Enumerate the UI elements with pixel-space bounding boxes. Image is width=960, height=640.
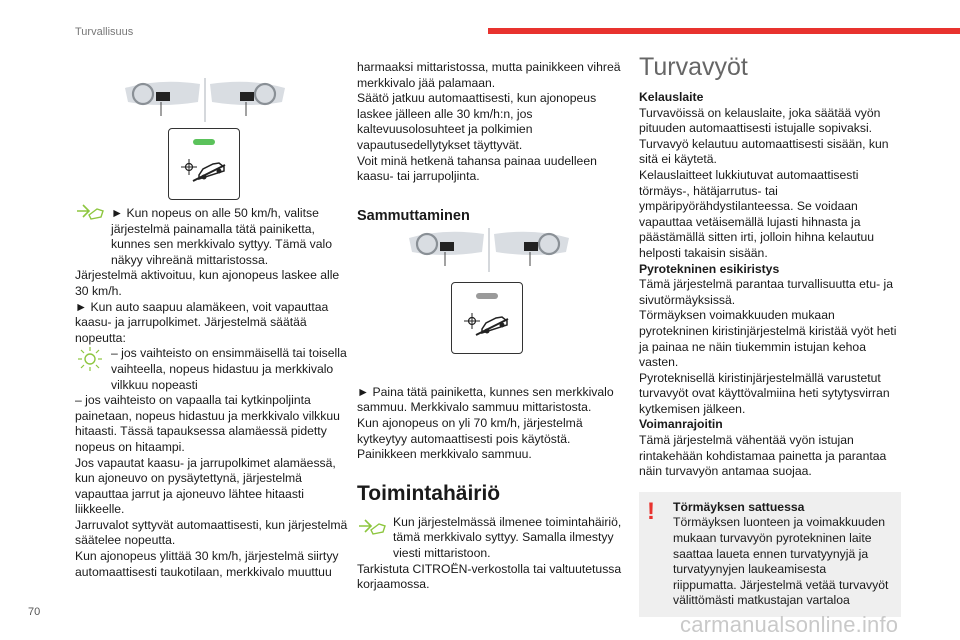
col1-text-4: – jos vaihteisto on ensimmäisellä tai toisella vaihteella, nopeus hidastuu ja merkkivalo vilkkuu nopeasti	[111, 346, 347, 392]
col2-text-4: ► Paina tätä painiketta, kunnes sen merkkivalo sammuu. Merkkivalo sammuu mittaristosta.	[357, 384, 614, 415]
header-accent-bar	[488, 28, 960, 34]
col2-text-3: Voit minä hetkenä tahansa painaa uudelleen kaasu- tai jarrupoljinta.	[357, 153, 597, 184]
warning-title: Törmäyksen sattuessa	[673, 499, 805, 514]
col1-text-3: ► Kun auto saapuu alamäkeen, voit vapauttaa kaasu- ja jarrupolkimet. Järjestelmä säätää nopeutta:	[75, 299, 329, 345]
dashboard-steering-wheel-illustration	[120, 72, 290, 126]
page-title: Turvavyöt	[639, 53, 748, 81]
header-section-title: Turvallisuus	[75, 26, 134, 38]
subheading-pyrotekninen: Pyrotekninen esikiristys	[639, 261, 780, 276]
col2-text-6: Kun järjestelmässä ilmenee toimintahäiriö, tämä merkkivalo syttyy. Samalla ilmestyy viesti mittaristoon.	[393, 514, 622, 560]
hill-descent-car-icon	[452, 283, 524, 355]
hill-descent-button	[168, 128, 240, 200]
warning-box	[639, 492, 901, 617]
col1-text-1: ► Kun nopeus on alle 50 km/h, valitse järjestelmä painamalla tätä painiketta, kunnes sen merkkivalo syttyy. Tämä valo näkyy vihreänä mittaristossa.	[111, 206, 333, 267]
column-1	[75, 200, 350, 580]
hill-descent-car-icon	[169, 129, 241, 201]
col2-text-2: Säätö jatkuu automaattisesti, kun ajonopeus laskee jälleen alle 30 km/h:n, jos kaltevuusolosuhteet ja polkimien vapautusedellytykset täyttyvät.	[357, 91, 597, 152]
col1-text-8: Kun ajonopeus ylittää 30 km/h, järjestelmä siirtyy automaattisesti taukotilaan, merkkivalo muuttuu	[75, 549, 339, 579]
col3-text-4: Törmäyksen voimakkuuden mukaan pyrotekninen kiristinjärjestelmä kiristää vyöt heti ja painaa ne näin tiukemmin istujan kehoa vasten.	[639, 308, 897, 370]
col1-text-5: – jos vaihteisto on vapaalla tai kytkinpoljinta painetaan, nopeus hidastuu ja merkkivalo vilkkuu hitaasti. Tässä tapauksessa alamäessä pidetty nopeus on hitaampi.	[75, 393, 340, 454]
sun-tip-icon	[75, 346, 105, 372]
col2-text-5: Kun ajonopeus on yli 70 km/h, järjestelmä kytkeytyy automaattisesti pois käytöstä. Painikkeen merkkivalo sammuu.	[357, 415, 583, 462]
hill-descent-button-2	[451, 282, 523, 354]
col3-text-5: Pyroteknisellä kiristinjärjestelmällä varustetut turvavyöt ovat käyttövalmiina heti sytytysvirran kytkemisen jälkeen.	[639, 370, 890, 416]
col1-text-7: Jarruvalot syttyvät automaattisesti, kun järjestelmä säätelee nopeutta.	[75, 517, 348, 548]
column-3	[639, 52, 901, 617]
subheading-kelauslaite: Kelauslaite	[639, 90, 704, 104]
warning-text: Törmäyksen luonteen ja voimakkuuden mukaan turvavyön pyrotekninen laite saattaa laueta ennen turvatyynyjä ja turvatyynyjen laukeamisesta riippumatta. Järjestelmä vetää turvavyöt välittömästi matkustajan vartaloa	[673, 515, 889, 608]
col2-text-7: Tarkistuta CITROËN-verkostolla tai valtuutetussa korjaamossa.	[357, 561, 622, 592]
section-heading-sammuttaminen: Sammuttaminen	[357, 207, 470, 224]
col3-text-2: Kelauslaitteet lukkiutuvat automaattisesti törmäys-, hätäjarrutus- tai ympäripyörähdystilanteessa. Se voidaan vapauttaa vetäisemällä lujasti hihnasta ja päästämällä sitten irti, jolloin hihna kelautuu helposti takaisin sisään.	[639, 167, 875, 260]
warning-icon: !	[647, 497, 655, 525]
hint-icon	[75, 201, 105, 223]
col3-text-3: Tämä järjestelmä parantaa turvallisuutta etu- ja sivutörmäyksissä.	[639, 277, 894, 307]
dashboard-steering-wheel-illustration-2	[404, 222, 574, 276]
col3-text-1: Turvavöissä on kelauslaite, joka säätää vyön pituuden automaattisesti istujalle sopivaksi. Turvavyö kelautuu automaattisesti sisään, kun sitä ei käytetä.	[639, 105, 889, 167]
subheading-voimanrajoitin: Voimanrajoitin	[639, 417, 723, 432]
watermark: carmanualsonline.info	[680, 612, 899, 637]
col2-text-1: harmaaksi mittaristossa, mutta painikkeen vihreä merkkivalo jää palamaan.	[357, 60, 621, 90]
col1-text-2: Järjestelmä aktivoituu, kun ajonopeus laskee alle 30 km/h.	[75, 268, 340, 298]
section-heading-toimintahairio: Toimintahäiriö	[357, 481, 501, 505]
hint-icon	[357, 516, 387, 538]
col1-text-6: Jos vapautat kaasu- ja jarrupolkimet alamäessä, kun ajoneuvo on pysäytettynä, järjestelmä vapauttaa jarrut ja ajoneuvo lähtee hitaasti liikkeelle.	[75, 455, 336, 517]
page-number: 70	[28, 606, 41, 618]
col3-text-6: Tämä järjestelmä vähentää vyön istujan rintakehään kohdistamaa painetta ja parantaa näin turvavyön antamaa suojaa.	[639, 433, 887, 479]
